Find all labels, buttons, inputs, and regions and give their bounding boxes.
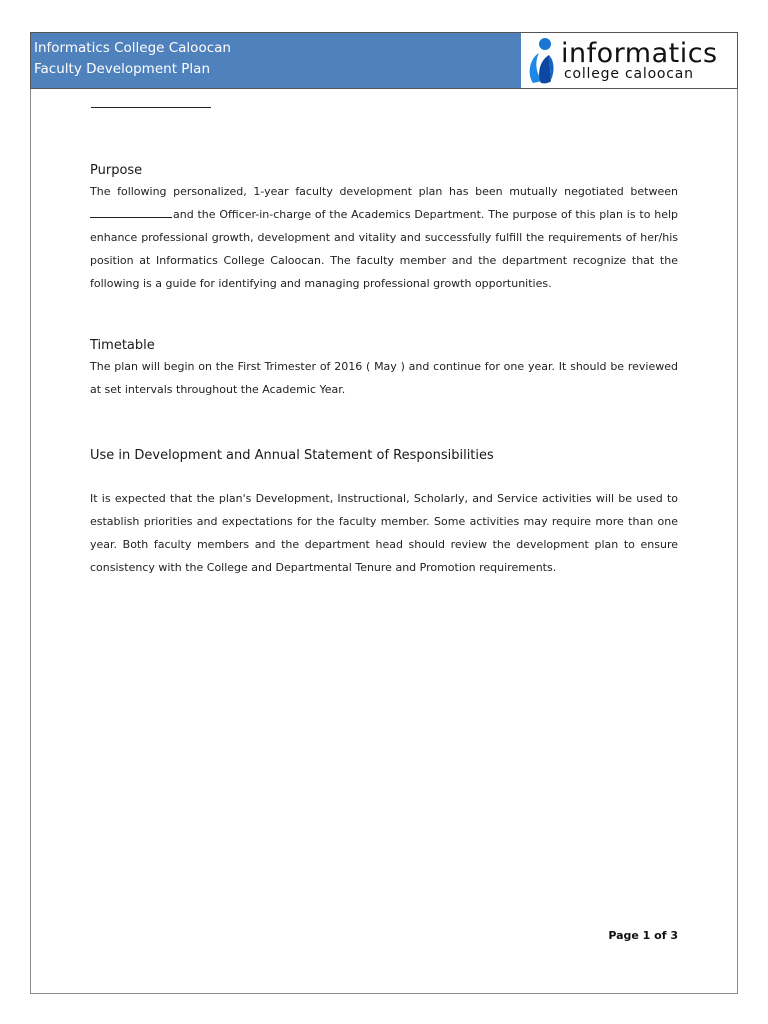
header-title-band — [31, 33, 521, 88]
timetable-section — [90, 337, 678, 401]
logo-subtitle: college caloocan — [564, 66, 694, 82]
logo-wordmark: informatics — [561, 38, 718, 69]
purpose-section — [90, 162, 678, 295]
timetable-paragraph: The plan will begin on the First Trimester of 2016 ( May ) and continue for one year. It should be reviewed at set intervals throughout the Academic Year. — [90, 360, 678, 396]
purpose-text-start: The following personalized, 1-year faculty development plan has been mutually negotiated between — [90, 185, 678, 198]
name-blank-line — [91, 107, 211, 108]
use-section — [90, 447, 678, 579]
informatics-swirl-logo-icon — [525, 35, 565, 86]
use-paragraph: It is expected that the plan's Development, Instructional, Scholarly, and Service activities will be used to establish priorities and expectations for the faculty member. Some activities may require more than one year. Both faculty members and the department head should review the development plan to ensure consistency with the College and Departmental Tenure and Promotion requirements. — [90, 492, 678, 574]
timetable-heading: Timetable — [90, 338, 155, 353]
header-college-name: Informatics College Caloocan — [34, 40, 231, 56]
document-header — [30, 32, 738, 89]
informatics-logo — [525, 35, 735, 86]
header-document-title: Faculty Development Plan — [34, 61, 210, 77]
page-number: Page 1 of 3 — [608, 929, 678, 942]
purpose-heading: Purpose — [90, 163, 143, 178]
faculty-name-blank — [90, 206, 172, 218]
purpose-text-rest: and the Officer-in-charge of the Academics Department. The purpose of this plan is to help enhance professional growth, development and vitality and successfully fulfill the requirements of her/his position at Informatics College Caloocan. The faculty member and the department recognize that the following is a guide for identifying and managing professional growth opportunities. — [90, 208, 678, 290]
purpose-paragraph — [90, 180, 678, 295]
use-heading: Use in Development and Annual Statement of Responsibilities — [90, 448, 494, 463]
